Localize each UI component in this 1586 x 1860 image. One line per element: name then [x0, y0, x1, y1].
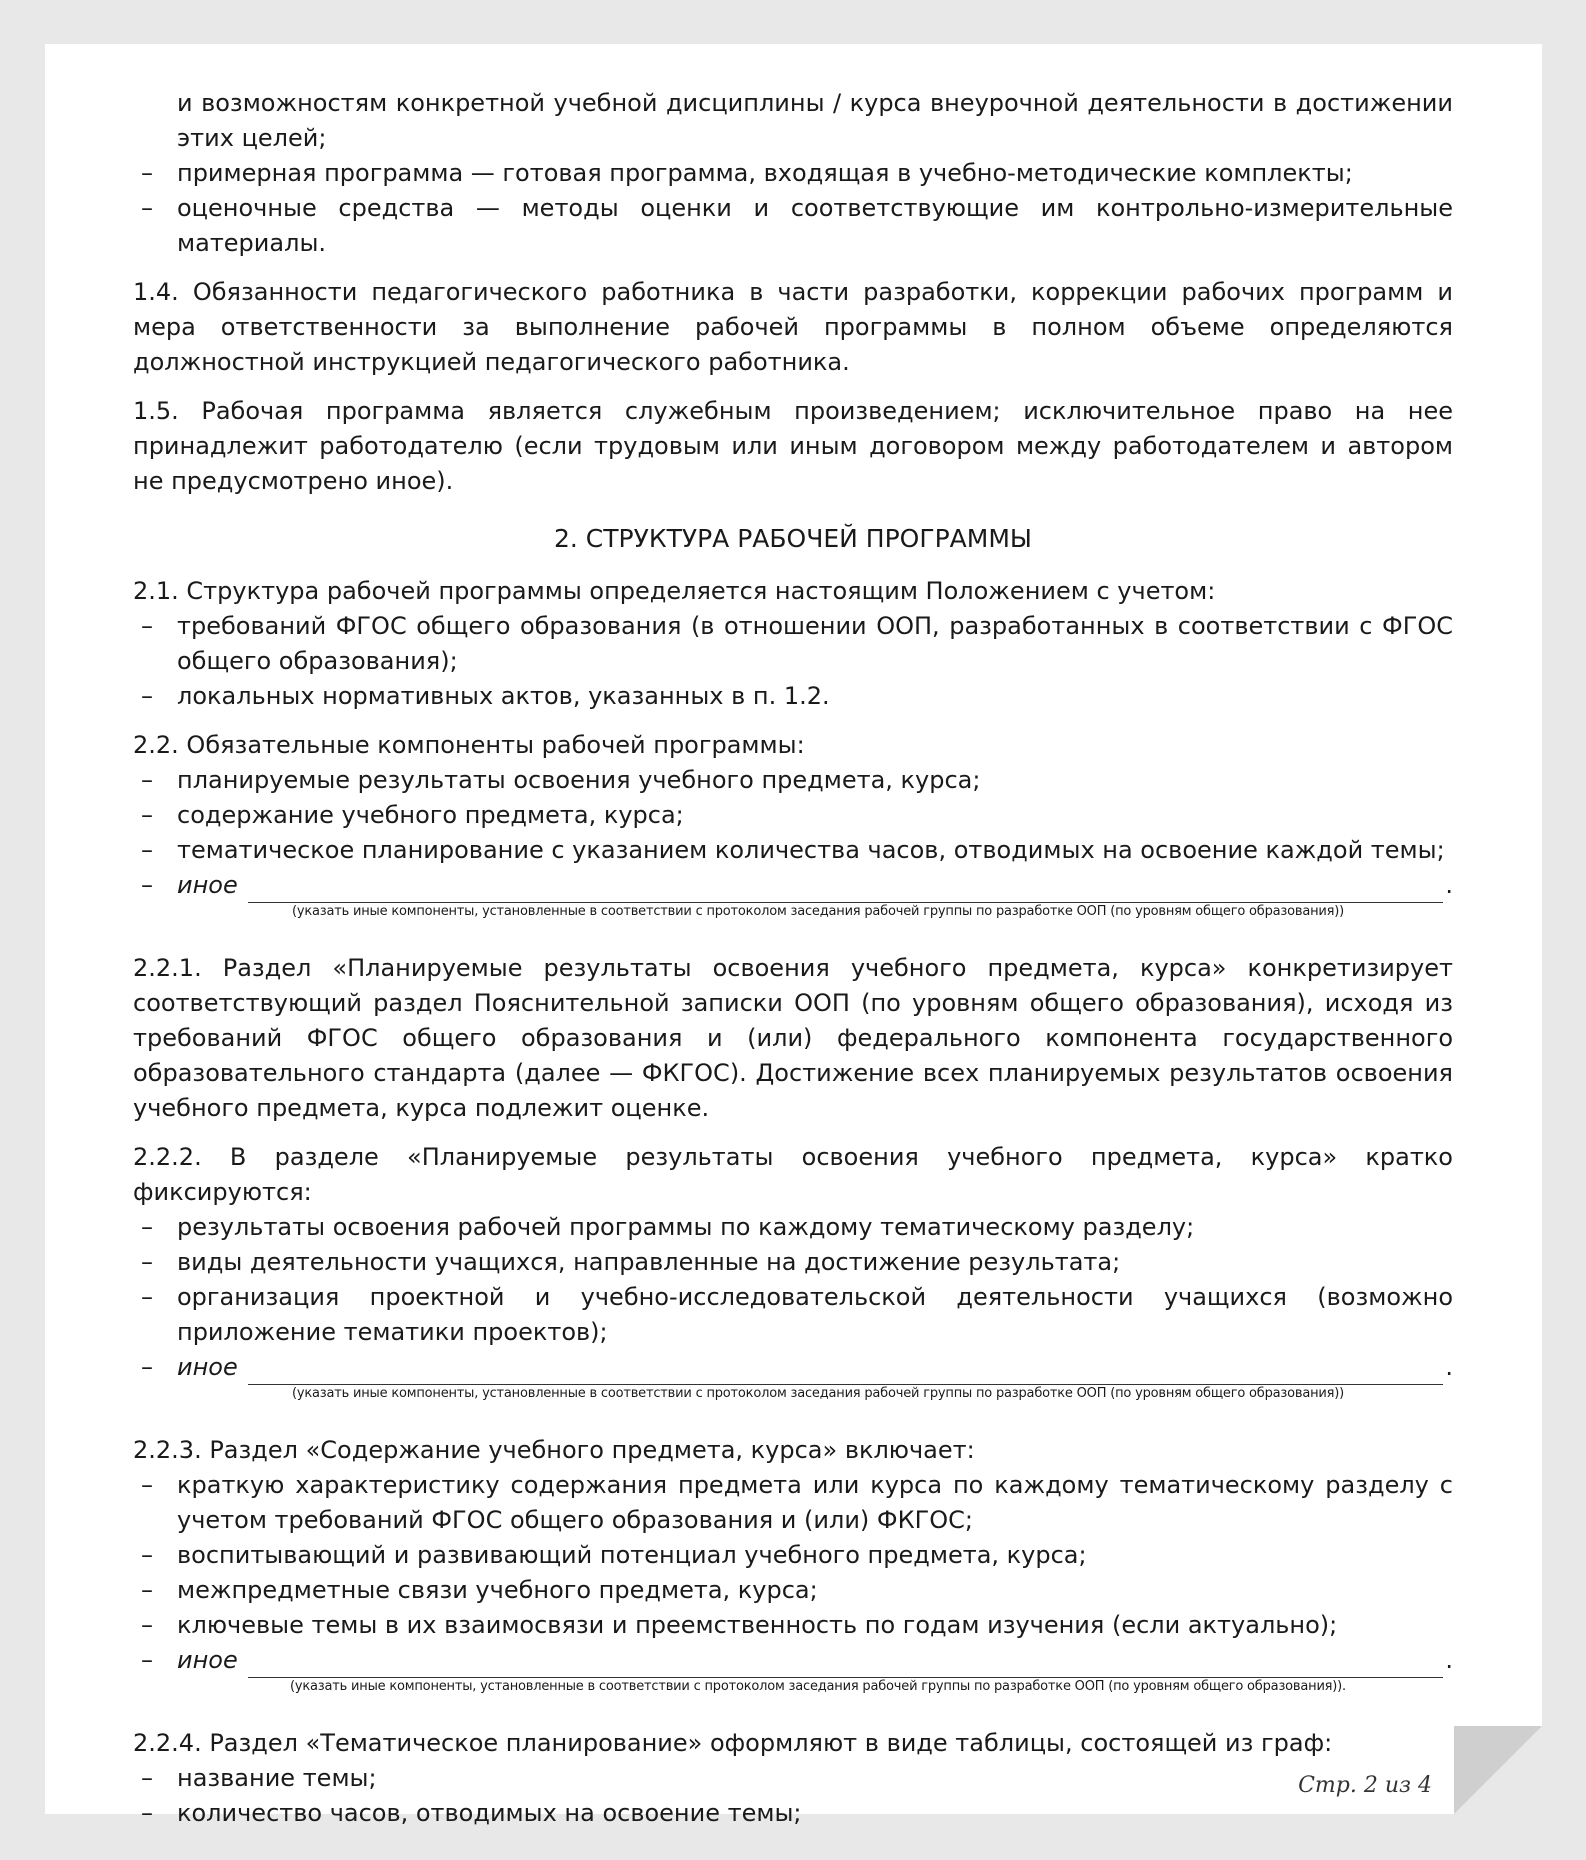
list-item: – ключевые темы в их взаимосвязи и преемственность по годам изучения (если актуально);: [141, 1611, 1338, 1639]
paragraph-2-2: 2.2. Обязательные компоненты рабочей программы:: [133, 731, 805, 759]
list-item: – название темы;: [141, 1764, 377, 1792]
list-item: – межпредметные связи учебного предмета, курса;: [141, 1576, 818, 1604]
list-item: – краткую характеристику содержания предмета или курса по каждому тематическому разделу с учетом требований ФГОС общего образования и (или) ФКГОС;: [141, 1471, 1453, 1534]
other-fill-line[interactable]: – иное .: [133, 1350, 1453, 1385]
paragraph-1-5: 1.5. Рабочая программа является служебным произведением; исключительное право на нее принадлежит работодателю (если трудовым или иным договором между работодателем и автором не предусмотрено иное).: [133, 397, 1453, 495]
section-heading: 2. СТРУКТУРА РАБОЧЕЙ ПРОГРАММЫ: [554, 524, 1032, 553]
list-item: – виды деятельности учащихся, направленные на достижение результата;: [141, 1248, 1121, 1276]
paragraph-2-2-3: 2.2.3. Раздел «Содержание учебного предмета, курса» включает:: [133, 1436, 975, 1464]
list-item: – примерная программа — готовая программа, входящая в учебно-методические комплекты;: [141, 159, 1353, 187]
page-number: Стр. 2 из 4: [1298, 1773, 1432, 1798]
paragraph-2-2-2: 2.2.2. В разделе «Планируемые результаты освоения учебного предмета, курса» кратко фиксируются:: [133, 1143, 1453, 1206]
fill-instruction-note: (указать иные компоненты, установленные в соответствии с протоколом заседания рабочей группы по разработке ООП (по уровням общего образования)): [291, 904, 1345, 919]
blank-line[interactable]: [248, 1358, 1444, 1385]
list-item: – оценочные средства — методы оценки и соответствующие им контрольно-измерительные материалы.: [141, 194, 1453, 257]
list-item: – планируемые результаты освоения учебного предмета, курса;: [141, 766, 981, 794]
fill-instruction-note: (указать иные компоненты, установленные в соответствии с протоколом заседания рабочей группы по разработке ООП (по уровням общего образования)).: [290, 1679, 1346, 1694]
list-item: – воспитывающий и развивающий потенциал учебного предмета, курса;: [141, 1541, 1087, 1569]
paragraph-2-2-1: 2.2.1. Раздел «Планируемые результаты освоения учебного предмета, курса» конкретизирует соответствующий раздел Пояснительной записки ООП (по уровням общего образования), исходя из требований ФГОС общего образования и (или) федерального компонента государственного образовательного стандарта (далее — ФКГОС). Достижение всех планируемых результатов освоения учебного предмета, курса подлежит оценке.: [133, 954, 1453, 1122]
document-content: [133, 86, 1453, 1831]
other-fill-line[interactable]: – иное .: [133, 1643, 1453, 1678]
paragraph-2-1: 2.1. Структура рабочей программы определяется настоящим Положением с учетом:: [133, 577, 1216, 605]
paragraph-1-4: 1.4. Обязанности педагогического работника в части разработки, коррекции рабочих программ и мера ответственности за выполнение рабочей программы в полном объеме определяются должностной инструкцией педагогического работника.: [133, 278, 1453, 376]
document-page: [45, 44, 1542, 1827]
list-item: – требований ФГОС общего образования (в отношении ООП, разработанных в соответствии с ФГОС общего образования);: [141, 612, 1453, 675]
list-item: – содержание учебного предмета, курса;: [141, 801, 684, 829]
other-label: иное: [177, 871, 238, 899]
list-item: – количество часов, отводимых на освоение темы;: [141, 1799, 802, 1827]
list-item: – тематическое планирование с указанием количества часов, отводимых на освоение каждой темы;: [141, 836, 1445, 864]
paragraph-2-2-4: 2.2.4. Раздел «Тематическое планирование» оформляют в виде таблицы, состоящей из граф:: [133, 1729, 1333, 1757]
blank-line[interactable]: [248, 1651, 1444, 1678]
list-item: – локальных нормативных актов, указанных в п. 1.2.: [141, 682, 830, 710]
blank-line[interactable]: [248, 876, 1444, 903]
page-corner-fold: [1454, 1726, 1542, 1814]
list-item: – организация проектной и учебно-исследовательской деятельности учащихся (возможно приложение тематики проектов);: [141, 1283, 1453, 1346]
other-label: иное: [177, 1646, 238, 1674]
fill-instruction-note: (указать иные компоненты, установленные в соответствии с протоколом заседания рабочей группы по разработке ООП (по уровням общего образования)): [291, 1386, 1345, 1401]
intro-continuation: и возможностям конкретной учебной дисциплины / курса внеурочной деятельности в достижении этих целей;: [177, 89, 1453, 152]
list-item: – результаты освоения рабочей программы по каждому тематическому разделу;: [141, 1213, 1195, 1241]
other-label: иное: [177, 1353, 238, 1381]
other-fill-line[interactable]: – иное .: [133, 868, 1453, 903]
